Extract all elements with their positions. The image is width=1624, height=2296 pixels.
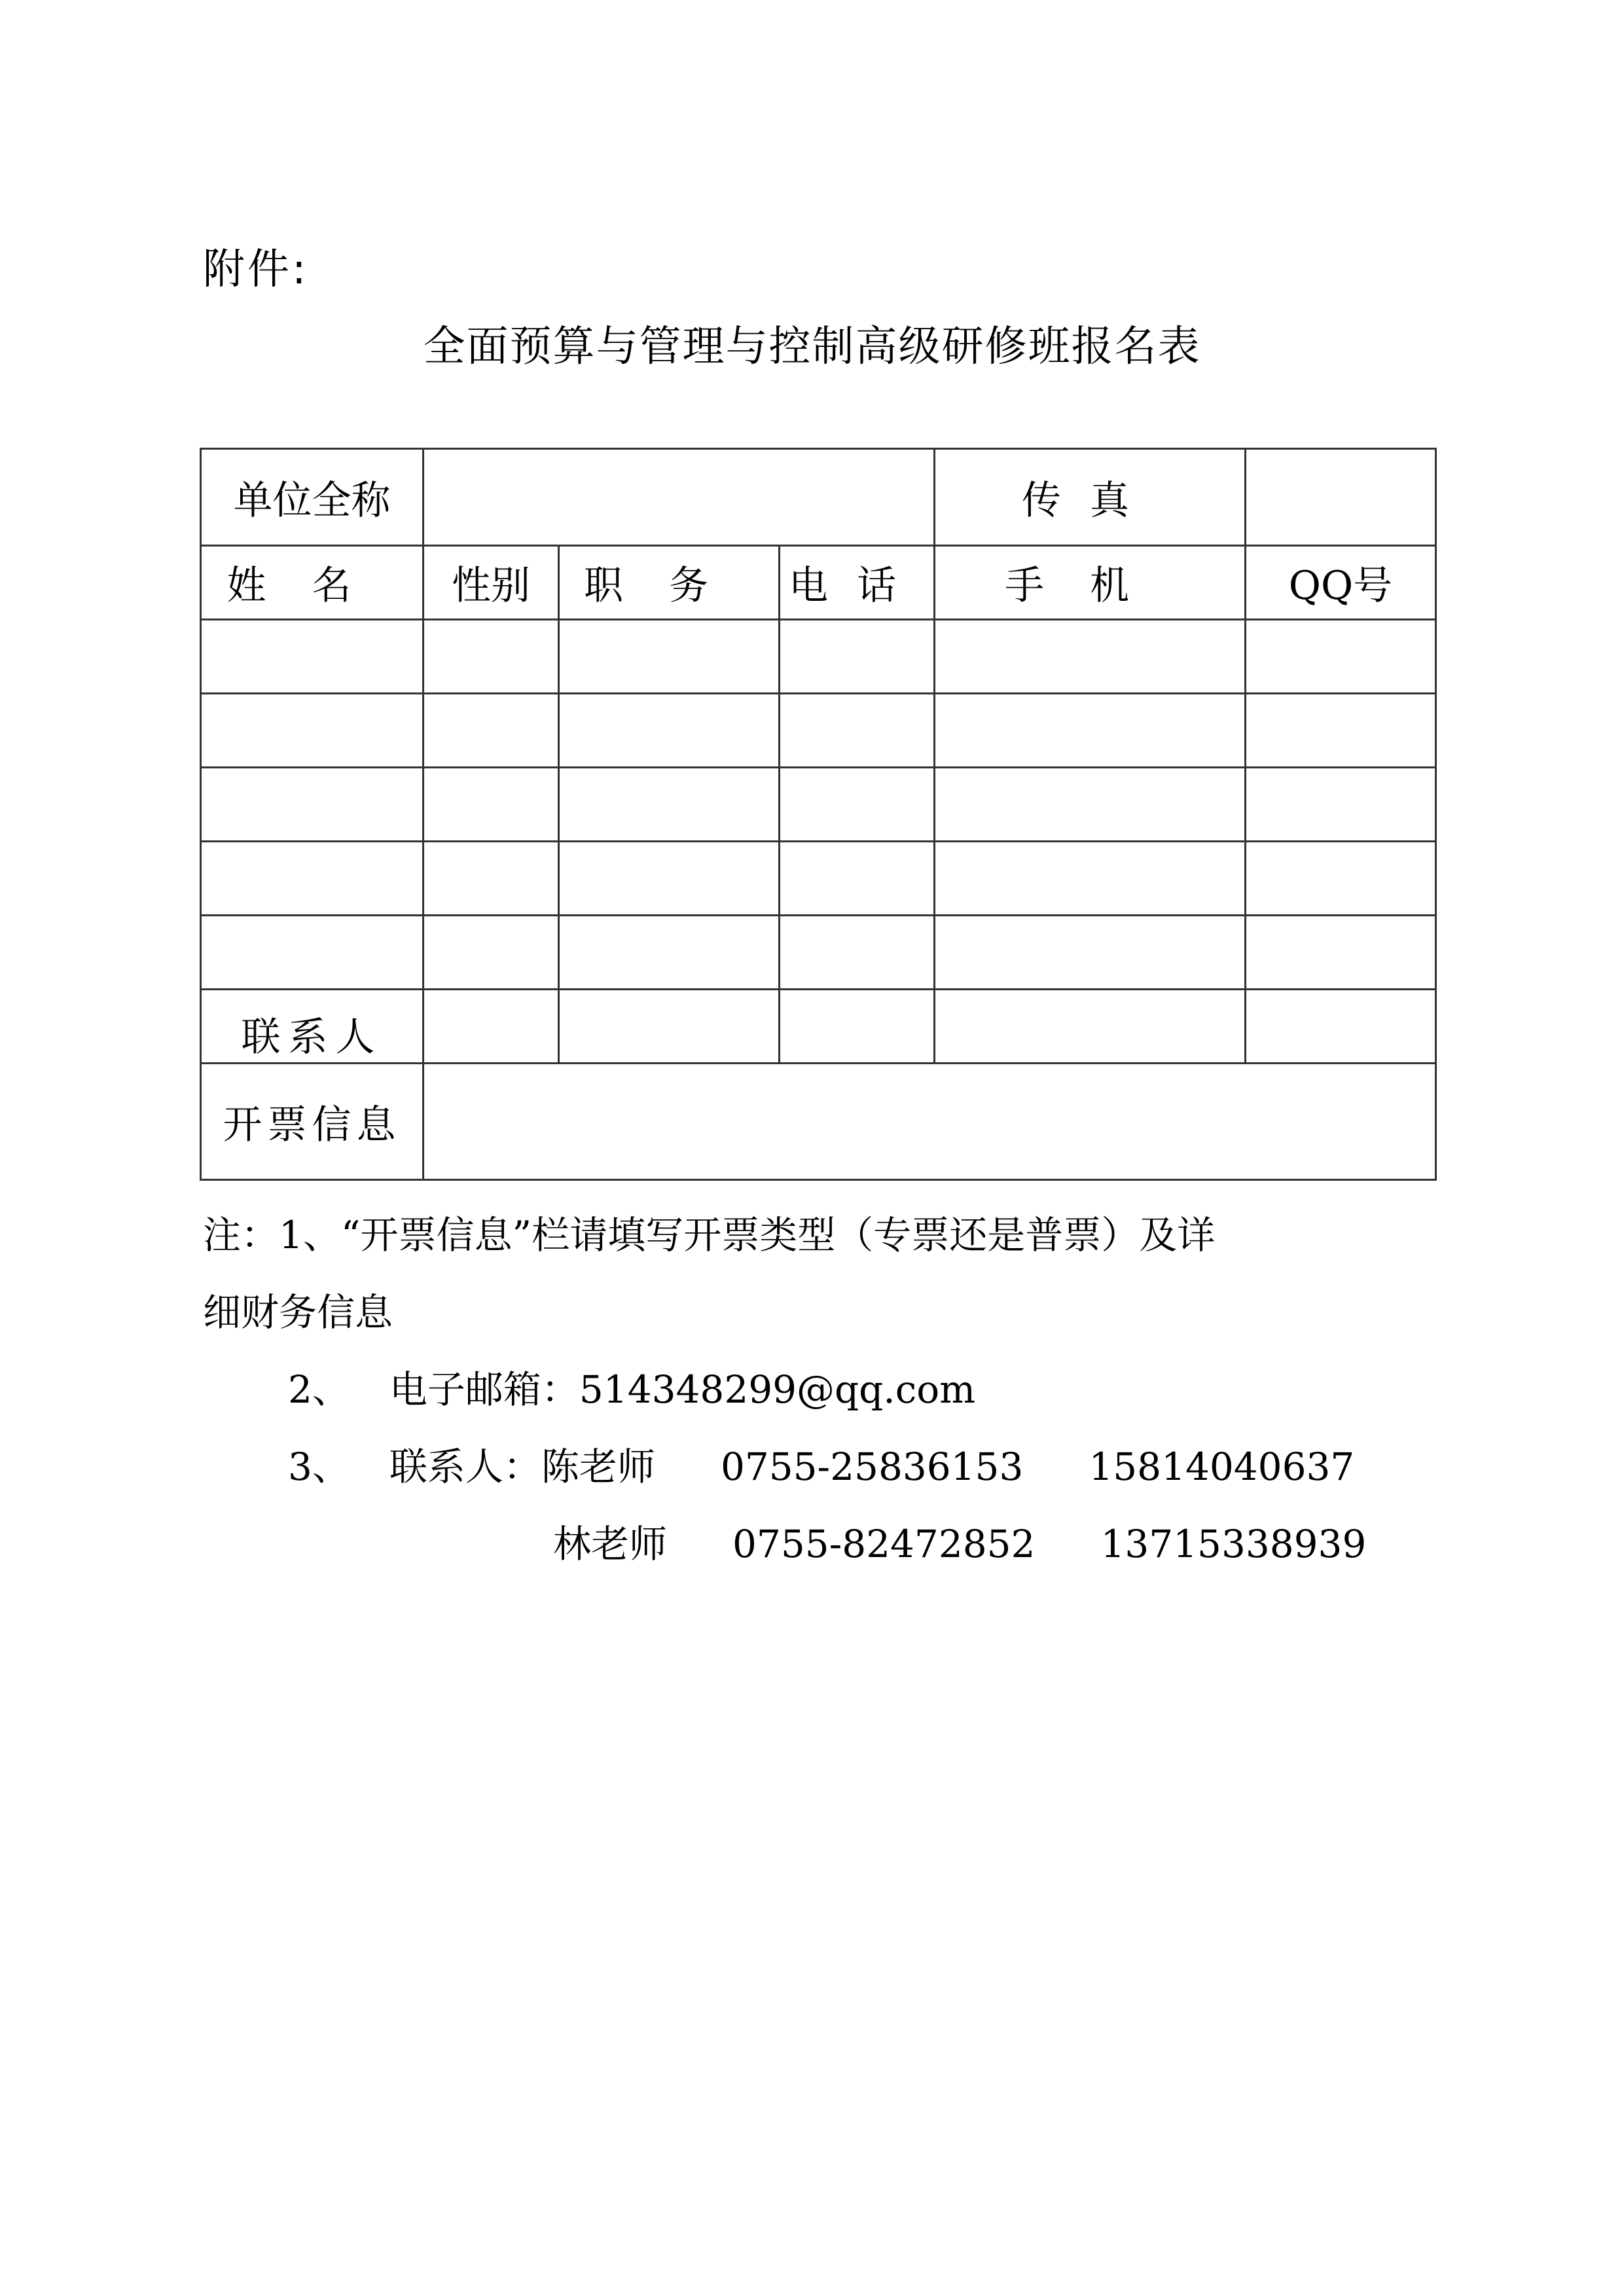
contact-mobile: 13715338939 xyxy=(1100,1522,1367,1566)
email-text: 电子邮箱：514348299@qq.com xyxy=(389,1367,976,1412)
note-3 xyxy=(203,1428,1447,1505)
fax-label: 传真 xyxy=(935,449,1246,546)
note-2-number: 2、 xyxy=(288,1367,350,1412)
col-header-phone: 电话 xyxy=(780,546,935,620)
contact-row xyxy=(201,990,1436,1064)
phone-cell[interactable] xyxy=(780,694,935,768)
contact-mobile: 15814040637 xyxy=(1089,1444,1355,1489)
table-row xyxy=(201,694,1436,768)
notes xyxy=(203,1196,1447,1583)
registration-table xyxy=(200,448,1437,1181)
position-cell[interactable] xyxy=(559,916,780,990)
phone-cell[interactable] xyxy=(780,768,935,842)
table-row xyxy=(201,916,1436,990)
contact-cell[interactable] xyxy=(935,990,1246,1064)
mobile-cell[interactable] xyxy=(935,768,1246,842)
name-cell[interactable] xyxy=(201,768,424,842)
contact-name: 林老师 xyxy=(553,1522,668,1566)
col-header-name: 姓名 xyxy=(201,546,424,620)
col-header-position: 职务 xyxy=(559,546,780,620)
note-3-number: 3、 xyxy=(288,1444,350,1489)
unit-name-field[interactable] xyxy=(424,449,935,546)
gender-cell[interactable] xyxy=(424,916,559,990)
note-1: 注：1、“开票信息”栏请填写开票类型（专票还是普票）及详 xyxy=(203,1213,1216,1257)
position-cell[interactable] xyxy=(559,842,780,916)
contact-phone: 0755-25836153 xyxy=(720,1444,1024,1489)
invoice-field[interactable] xyxy=(424,1064,1436,1180)
invoice-label: 开票信息 xyxy=(201,1064,424,1180)
form-title: 全面预算与管理与控制高级研修班报名表 xyxy=(423,323,1201,371)
header-row xyxy=(201,546,1436,620)
mobile-cell[interactable] xyxy=(935,842,1246,916)
note-1-continued: 细财务信息 xyxy=(203,1290,393,1335)
contact-phone: 0755-82472852 xyxy=(732,1522,1036,1566)
position-cell[interactable] xyxy=(559,768,780,842)
table-row xyxy=(201,768,1436,842)
name-cell[interactable] xyxy=(201,620,424,694)
qq-cell[interactable] xyxy=(1246,916,1436,990)
unit-row xyxy=(201,449,1436,546)
phone-cell[interactable] xyxy=(780,842,935,916)
col-header-gender: 性别 xyxy=(424,546,559,620)
contact-cell[interactable] xyxy=(559,990,780,1064)
note-2 xyxy=(203,1351,1447,1428)
gender-cell[interactable] xyxy=(424,620,559,694)
contact-label: 联系人 xyxy=(201,990,424,1064)
gender-cell[interactable] xyxy=(424,768,559,842)
phone-cell[interactable] xyxy=(780,916,935,990)
contact-cell[interactable] xyxy=(1246,990,1436,1064)
fax-field[interactable] xyxy=(1246,449,1436,546)
attachment-label: 附件: xyxy=(203,245,309,294)
contact-name: 陈老师 xyxy=(541,1444,655,1489)
qq-cell[interactable] xyxy=(1246,842,1436,916)
invoice-row xyxy=(201,1064,1436,1180)
mobile-cell[interactable] xyxy=(935,694,1246,768)
gender-cell[interactable] xyxy=(424,694,559,768)
name-cell[interactable] xyxy=(201,916,424,990)
unit-name-label: 单位全称 xyxy=(201,449,424,546)
qq-cell[interactable] xyxy=(1246,694,1436,768)
position-cell[interactable] xyxy=(559,620,780,694)
note-3-second-contact xyxy=(203,1505,1447,1583)
col-header-mobile: 手机 xyxy=(935,546,1246,620)
gender-cell[interactable] xyxy=(424,842,559,916)
col-header-qq: QQ号 xyxy=(1246,546,1436,620)
table-row xyxy=(201,620,1436,694)
phone-cell[interactable] xyxy=(780,620,935,694)
qq-cell[interactable] xyxy=(1246,620,1436,694)
name-cell[interactable] xyxy=(201,842,424,916)
contact-cell[interactable] xyxy=(780,990,935,1064)
contact-prefix: 联系人： xyxy=(389,1444,541,1489)
name-cell[interactable] xyxy=(201,694,424,768)
table-row xyxy=(201,842,1436,916)
qq-cell[interactable] xyxy=(1246,768,1436,842)
contact-cell[interactable] xyxy=(424,990,559,1064)
position-cell[interactable] xyxy=(559,694,780,768)
mobile-cell[interactable] xyxy=(935,916,1246,990)
mobile-cell[interactable] xyxy=(935,620,1246,694)
